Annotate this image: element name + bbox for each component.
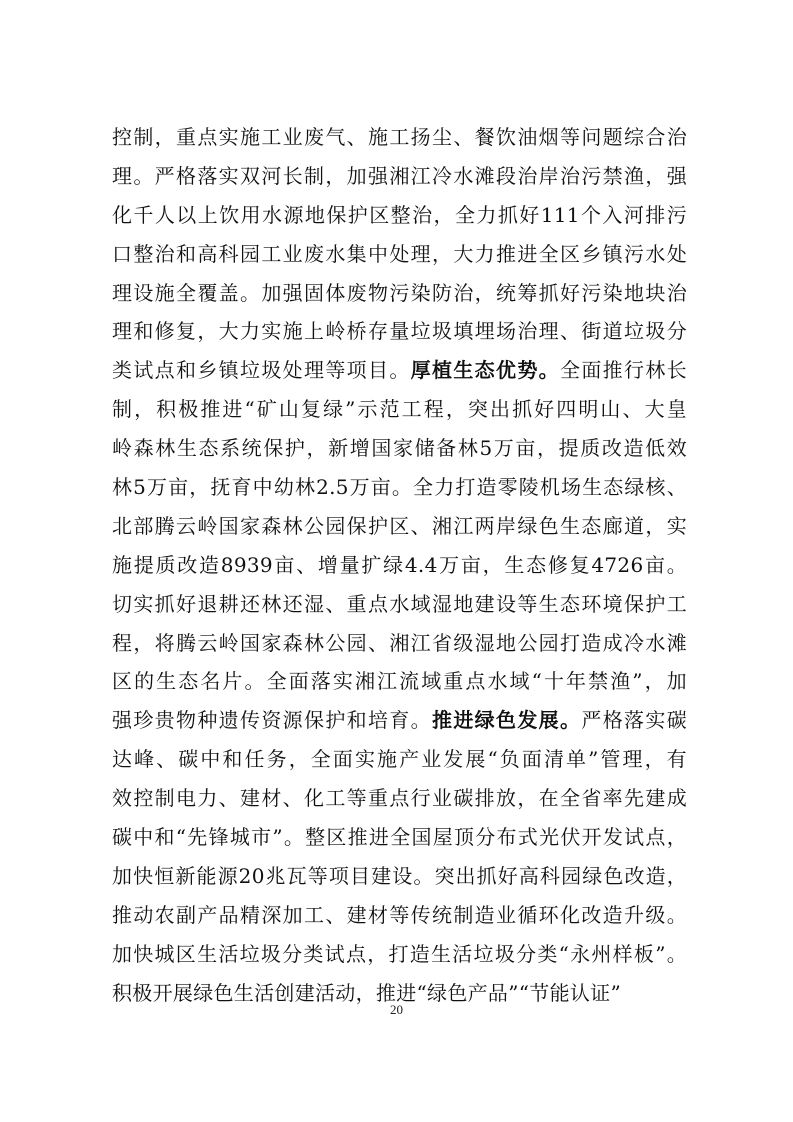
text-line [112,274,687,313]
text-segment: 严格落实碳 [581,708,687,733]
text-segment: 理。严格落实双河长制，加强湘江冷水滩段治岸治污禁渔，强 [112,163,687,188]
text-segment: 化千人以上饮用水源地保护区整治，全力抓好111个入河排污 [112,202,687,227]
text-segment: 切实抓好退耕还林还湿、重点水域湿地建设等生态环境保护工 [112,591,687,616]
text-line [112,701,687,740]
text-segment: 理设施全覆盖。加强固体废物污染防治，统筹抓好污染地块治 [112,280,687,305]
text-segment: 加快恒新能源20兆瓦等项目建设。突出抓好高科园绿色改造， [112,863,687,888]
text-segment: 岭森林生态系统保护，新增国家储备林5万亩，提质改造低效 [112,436,687,461]
bold-heading-phrase: 厚植生态优势。 [410,358,561,383]
text-segment: 制，积极推进“矿山复绿”示范工程，突出抓好四明山、大皇 [112,397,687,422]
text-line [112,235,687,274]
text-segment: 区的生态名片。全面落实湘江流域重点水域“十年禁渔”，加 [112,669,687,694]
text-line [112,429,687,468]
text-line [112,740,687,779]
text-segment: 碳中和“先锋城市”。整区推进全国屋顶分布式光伏开发试点， [112,825,687,850]
text-segment: 类试点和乡镇垃圾处理等项目。 [112,358,411,383]
text-line [112,312,687,351]
text-line [112,507,687,546]
text-segment: 强珍贵物种遗传资源保护和培育。 [112,708,433,733]
text-line [112,818,687,857]
text-line [112,157,687,196]
text-segment: 北部腾云岭国家森林公园保护区、湘江两岸绿色生态廊道，实 [112,513,687,538]
text-segment: 施提质改造8939亩、增量扩绿4.4万亩，生态修复4726亩。 [112,552,687,577]
text-segment: 全面推行林长 [560,358,687,383]
text-line [112,468,687,507]
text-line [112,546,687,585]
text-line [112,118,687,157]
text-line [112,390,687,429]
text-line [112,624,687,663]
text-segment: 加快城区生活垃圾分类试点，打造生活垃圾分类“永州样板”。 [112,941,687,966]
body-text [112,118,687,1012]
text-segment: 推动农副产品精深加工、建材等传统制造业循环化改造升级。 [112,902,687,927]
text-segment: 程，将腾云岭国家森林公园、湘江省级湿地公园打造成冷水滩 [112,630,687,655]
page-number: 20 [390,1002,403,1017]
text-line [112,351,687,390]
text-segment: 积极开展绿色生活创建活动，推进“绿色产品”“节能认证” [112,980,621,1005]
text-segment: 效控制电力、建材、化工等重点行业碳排放，在全省率先建成 [112,786,687,811]
text-segment: 林5万亩，抚育中幼林2.5万亩。全力打造零陵机场生态绿核、 [112,475,687,500]
text-segment: 口整治和高科园工业废水集中处理，大力推进全区乡镇污水处 [112,241,687,266]
text-segment: 控制，重点实施工业废气、施工扬尘、餐饮油烟等问题综合治 [112,125,687,149]
text-line [112,857,687,896]
text-line [112,779,687,818]
text-line [112,896,687,935]
bold-heading-phrase: 推进绿色发展。 [432,708,582,733]
text-segment: 理和修复，大力实施上岭桥存量垃圾填埋场治理、街道垃圾分 [112,319,687,344]
text-segment: 达峰、碳中和任务，全面实施产业发展“负面清单”管理，有 [112,747,687,772]
text-line [112,585,687,624]
text-line [112,196,687,235]
text-line [112,662,687,701]
text-line [112,935,687,974]
